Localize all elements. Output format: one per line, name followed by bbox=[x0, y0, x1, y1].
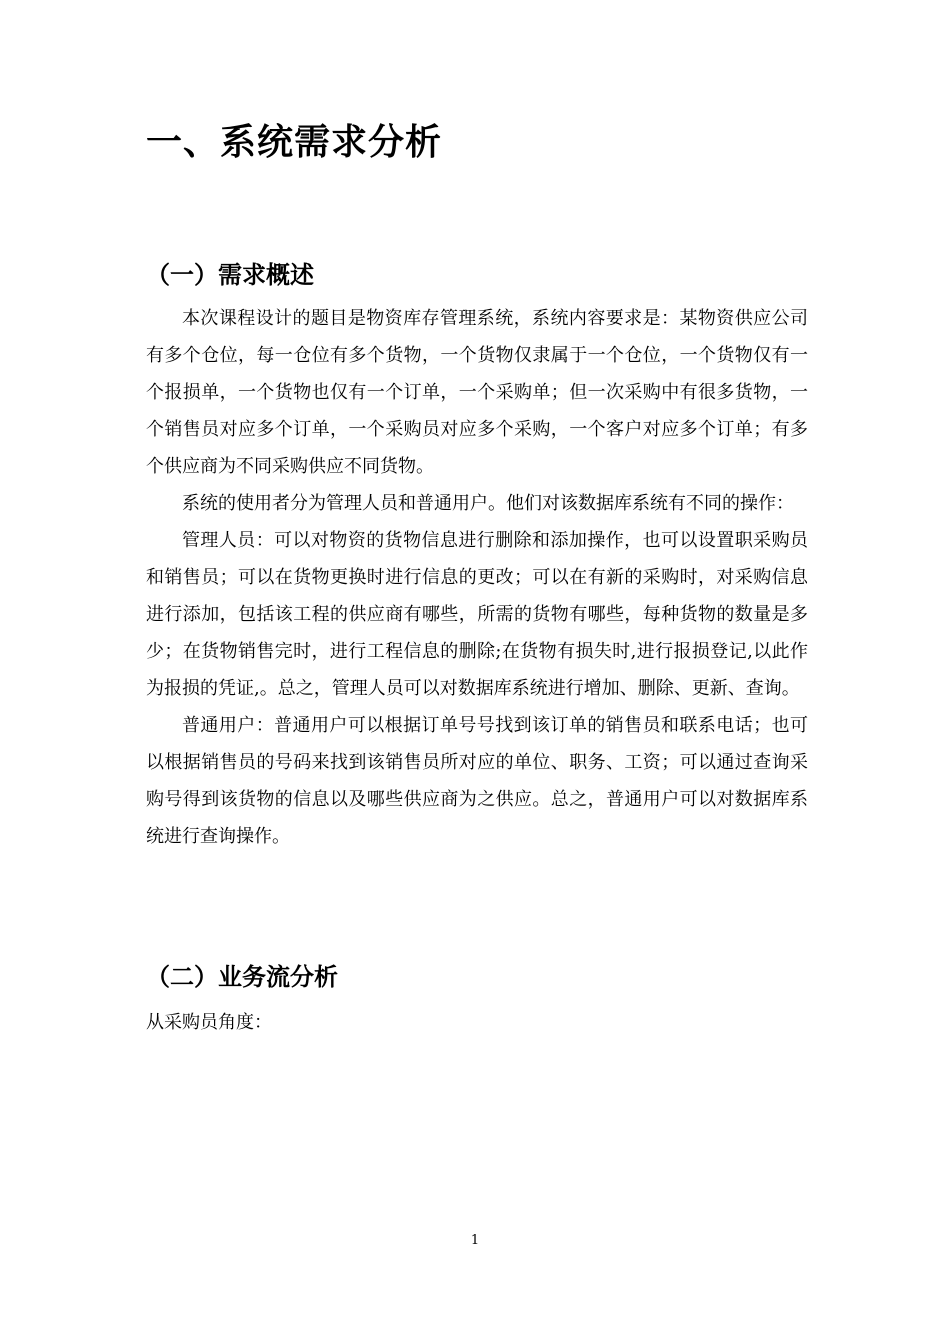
section-heading-business-flow: （二）业务流分析 bbox=[146, 963, 338, 991]
paragraph-normal-user: 普通用户：普通用户可以根据订单号号找到该订单的销售员和联系电话；也可以根据销售员的号码来找到该销售员所对应的单位、职务、工资；可以通过查询采购号得到该货物的信息以及哪些供应商为之供应。总之，普通用户可以对数据库系统进行查询操作。 bbox=[146, 715, 808, 847]
paragraph-admin: 管理人员：可以对物资的货物信息进行删除和添加操作，也可以设置职采购员和销售员；可以在货物更换时进行信息的更改；可以在有新的采购时，对采购信息进行添加，包括该工程的供应商有哪些，所需的货物有哪些，每种货物的数量是多少；在货物销售完时，进行工程信息的删除;在货物有损失时,进行报损登记,以此作为报损的凭证,。总之，管理人员可以对数据库系统进行增加、删除、更新、查询。 bbox=[146, 530, 808, 699]
paragraph-users: 系统的使用者分为管理人员和普通用户。他们对该数据库系统有不同的操作： bbox=[182, 493, 794, 514]
paragraph-intro: 本次课程设计的题目是物资库存管理系统，系统内容要求是：某物资供应公司有多个仓位，每一仓位有多个货物，一个货物仅隶属于一个仓位，一个货物仅有一个报损单，一个货物也仅有一个订单，一个采购单；但一次采购中有很多货物，一个销售员对应多个订单，一个采购员对应多个采购，一个客户对应多个订单；有多个供应商为不同采购供应不同货物。 bbox=[146, 308, 808, 477]
page-number: 1 bbox=[470, 1233, 480, 1248]
chapter-heading: 一、系统需求分析 bbox=[146, 122, 443, 163]
section-heading-requirements-overview: （一）需求概述 bbox=[146, 261, 314, 289]
section-body-requirements-overview bbox=[146, 300, 808, 855]
paragraph-purchaser-perspective: 从采购员角度： bbox=[146, 1012, 272, 1033]
